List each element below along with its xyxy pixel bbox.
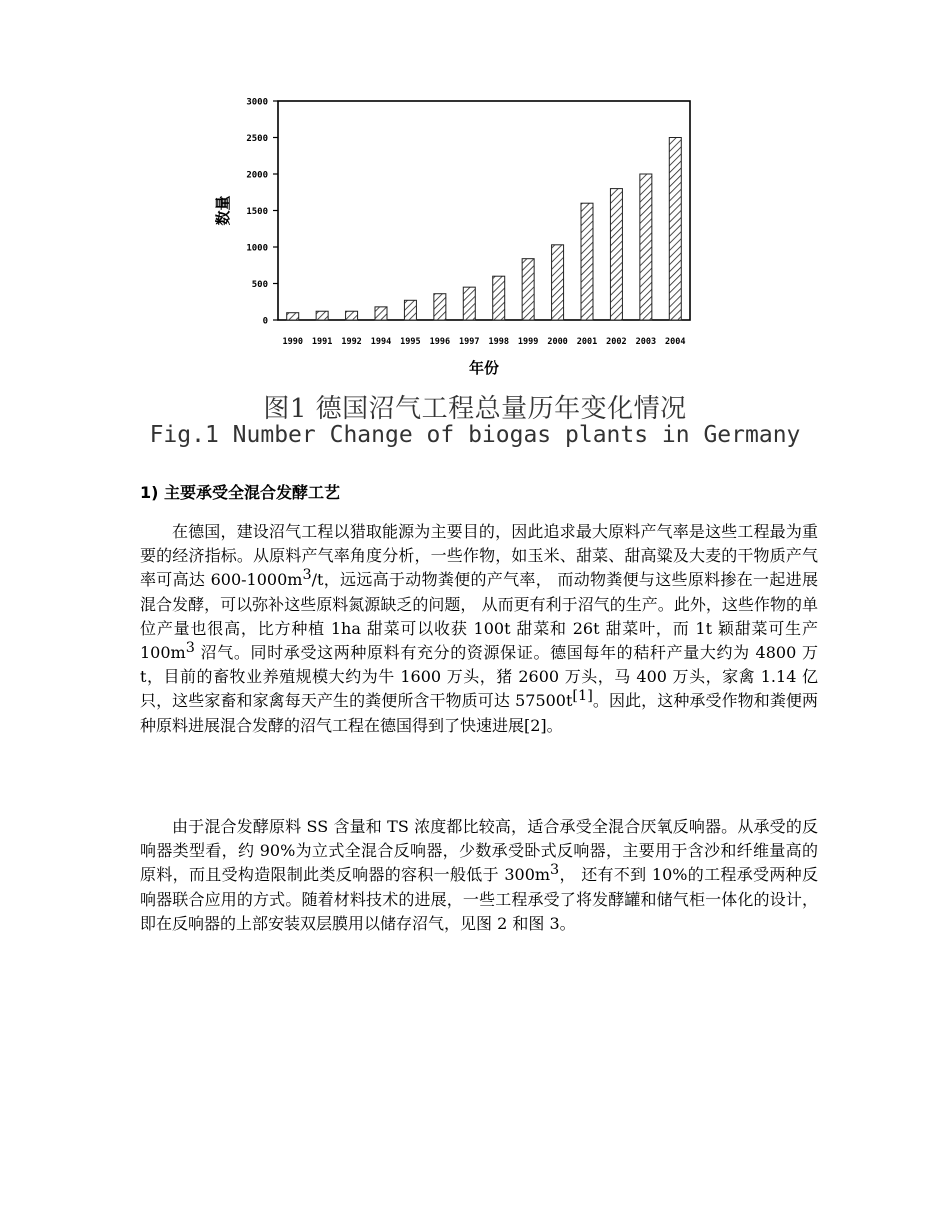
x-tick-label: 1990 [282,337,303,347]
figure-caption-chinese: 图1 德国沼气工程总量历年变化情况 [263,394,687,424]
y-tick-label: 1000 [246,243,268,254]
bar [552,245,564,320]
x-tick-label: 1997 [459,337,480,347]
bar [669,138,681,321]
x-tick-label: 1999 [517,337,539,347]
y-tick-label: 500 [251,280,268,290]
x-tick-label: 1996 [429,337,451,347]
bar [404,300,416,320]
bar [581,203,593,320]
y-axis-label: 数量 [214,195,232,226]
bar [434,294,446,320]
section-heading: 1) 主要承受全混合发酵工艺 [140,483,341,502]
bar-chart [200,90,720,385]
x-tick-label: 1994 [370,337,392,347]
bar [493,276,505,320]
x-axis-label: 年份 [468,359,500,377]
x-tick-label: 1992 [341,337,362,347]
plot-frame [278,101,690,320]
bar [375,307,387,320]
x-tick-label: 2001 [576,337,598,347]
paragraph-2: 由于混合发酵原料 SS 含量和 TS 浓度都比较高，适合承受全混合厌氧反响器。从承受的反响器类型看，约 90%为立式全混合反响器，少数承受卧式反响器，主要用于含沙和纤维量高的原料，而且受构造限制此类反响器的容积一般低于 $300m^3$， 还有不到 10%的工程承受两种反响器联合应用的方式。随着材料技术的进展，一些工程承受了将发酵罐和储气柜一体化的设计，即在反响器的上部安装双层膜用以储存沼气，见图 2 和图 3。 [140,817,818,933]
paragraph-1: 在德国，建设沼气工程以猎取能源为主要目的，因此追求最大原料产气率是这些工程最为重要的经济指标。从原料产气率角度分析，一些作物，如玉米、甜菜、甜高粱及大麦的干物质产气率可高达 $600-1000m^3/t$，远远高于动物粪便的产气率， 而动物粪便与这些原料掺在一起进展混合发酵，可以弥补这些原料氮源缺乏的问题， 从而更有利于沼气的生产。此外，这些作物的单位产量也很高，比方种植 1ha 甜菜可以收获 100t 甜菜和 26t 甜菜叶，而 1t 颖甜菜可生产 $100m^3$ 沼气。同时承受这两种原料有充分的资源保证。德国每年的秸秆产量大约为 4800 万 t，目前的畜牧业养殖规模大约为牛 1600 万头，猪 2600 万头，马 400 万头，家禽 1.14 亿只，这些家畜和家禽每天产生的粪便所含干物质可达 57500t[1]。因此，这种承受作物和粪便两种原料进展混合发酵的沼气工程在德国得到了快速进展[2]。 [140,522,818,735]
bar [640,174,652,320]
bar [610,189,622,320]
x-tick-label: 2004 [665,337,686,347]
bar [346,311,358,320]
x-tick-label: 2002 [606,337,627,347]
y-tick-label: 2500 [246,134,268,144]
x-tick-label: 2003 [635,337,657,347]
bar [522,259,534,320]
y-tick-label: 0 [262,316,268,327]
bar [287,313,299,320]
bar [316,311,328,320]
x-tick-label: 2000 [547,337,568,347]
y-tick-label: 1500 [246,207,268,217]
x-tick-label: 1995 [400,337,421,347]
bar [463,287,475,320]
figure-caption-english: Fig.1 Number Change of biogas plants in Germany [149,422,801,448]
x-tick-label: 1991 [311,337,333,347]
y-tick-label: 2000 [246,170,268,181]
x-tick-label: 1998 [488,337,509,347]
y-tick-label: 3000 [246,97,268,108]
